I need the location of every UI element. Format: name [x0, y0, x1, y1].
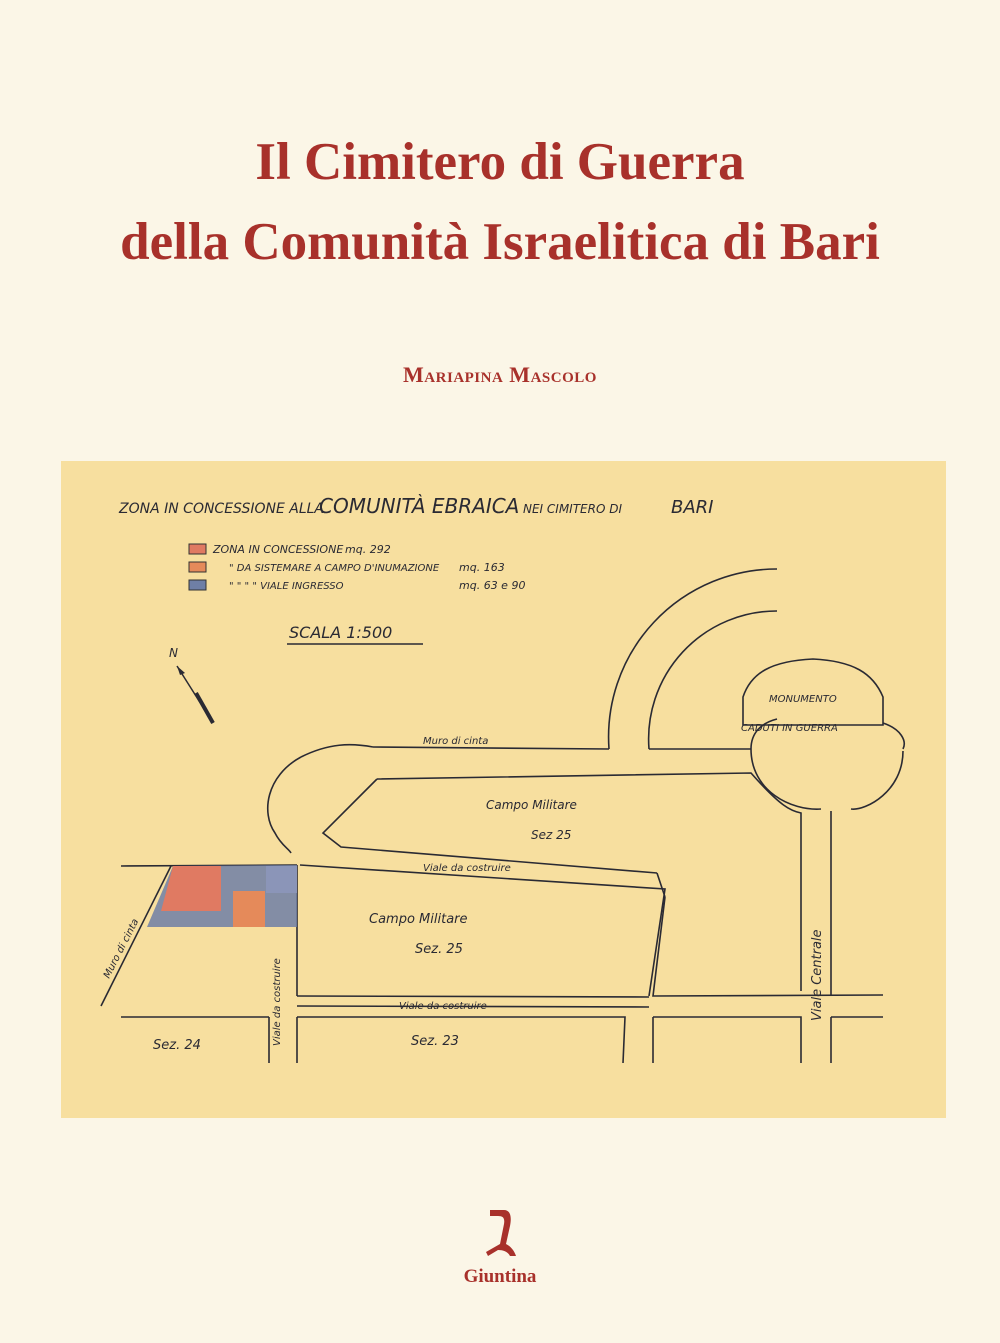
label-viale-da-costruire-1: Viale da costruire: [423, 863, 511, 874]
label-sez-23: Sez. 23: [411, 1034, 459, 1049]
book-title-line-1: Il Cimitero di Guerra: [255, 133, 745, 191]
label-muro-di-cinta-left: Muro di cinta: [101, 917, 142, 981]
label-sez-24: Sez. 24: [153, 1038, 201, 1053]
legend-value-2: mq. 163: [459, 561, 505, 574]
svg-text:N: N: [169, 646, 178, 660]
plan-line-drawing: [101, 569, 904, 1063]
publisher-name: Giuntina: [463, 1266, 537, 1287]
label-campo-militare-1: Campo Militare: [486, 798, 577, 812]
author-name: Mariapina Mascolo: [403, 362, 597, 387]
label-viale-da-costruire-3: Viale da costruire: [272, 958, 283, 1046]
legend-swatch-ingresso: [189, 580, 206, 590]
legend-value-1: mq. 292: [345, 543, 391, 556]
legend-swatch-concession: [189, 544, 206, 554]
legend-label-2: " DA SISTEMARE A CAMPO D'INUMAZIONE: [229, 563, 440, 574]
plan-heading-part3: NEI CIMITERO DI: [523, 502, 623, 516]
concession-zone: [147, 865, 297, 927]
legend-value-3: mq. 63 e 90: [459, 579, 526, 592]
monument-box: [741, 659, 883, 734]
label-sez-25-a: Sez 25: [531, 828, 572, 842]
plan-heading-part4: BARI: [671, 497, 714, 518]
plan-scale: SCALA 1:500: [289, 623, 393, 642]
legend-label-3: " " " " VIALE INGRESSO: [229, 581, 344, 592]
plan-heading-part1: ZONA IN CONCESSIONE ALLA: [119, 501, 324, 517]
book-title-line-2: della Comunità Israelitica di Bari: [120, 213, 880, 271]
label-muro-di-cinta-top: Muro di cinta: [423, 736, 489, 747]
label-viale-centrale: Viale Centrale: [810, 929, 825, 1021]
svg-text:CADUTI IN GUERRA: CADUTI IN GUERRA: [741, 723, 838, 734]
label-viale-da-costruire-2: Viale da costruire: [399, 1001, 487, 1012]
publisher-logo-icon: [476, 1204, 526, 1260]
cemetery-plan-image: [61, 461, 946, 1118]
north-arrow-icon: [169, 646, 213, 723]
label-sez-25-b: Sez. 25: [415, 942, 463, 957]
plan-heading-part2: COMUNITÀ EBRAICA: [319, 494, 520, 518]
legend-swatch-inumazione: [189, 562, 206, 572]
label-campo-militare-2: Campo Militare: [369, 912, 468, 927]
legend-label-1: ZONA IN CONCESSIONE: [213, 543, 344, 556]
svg-text:MONUMENTO: MONUMENTO: [769, 694, 837, 705]
